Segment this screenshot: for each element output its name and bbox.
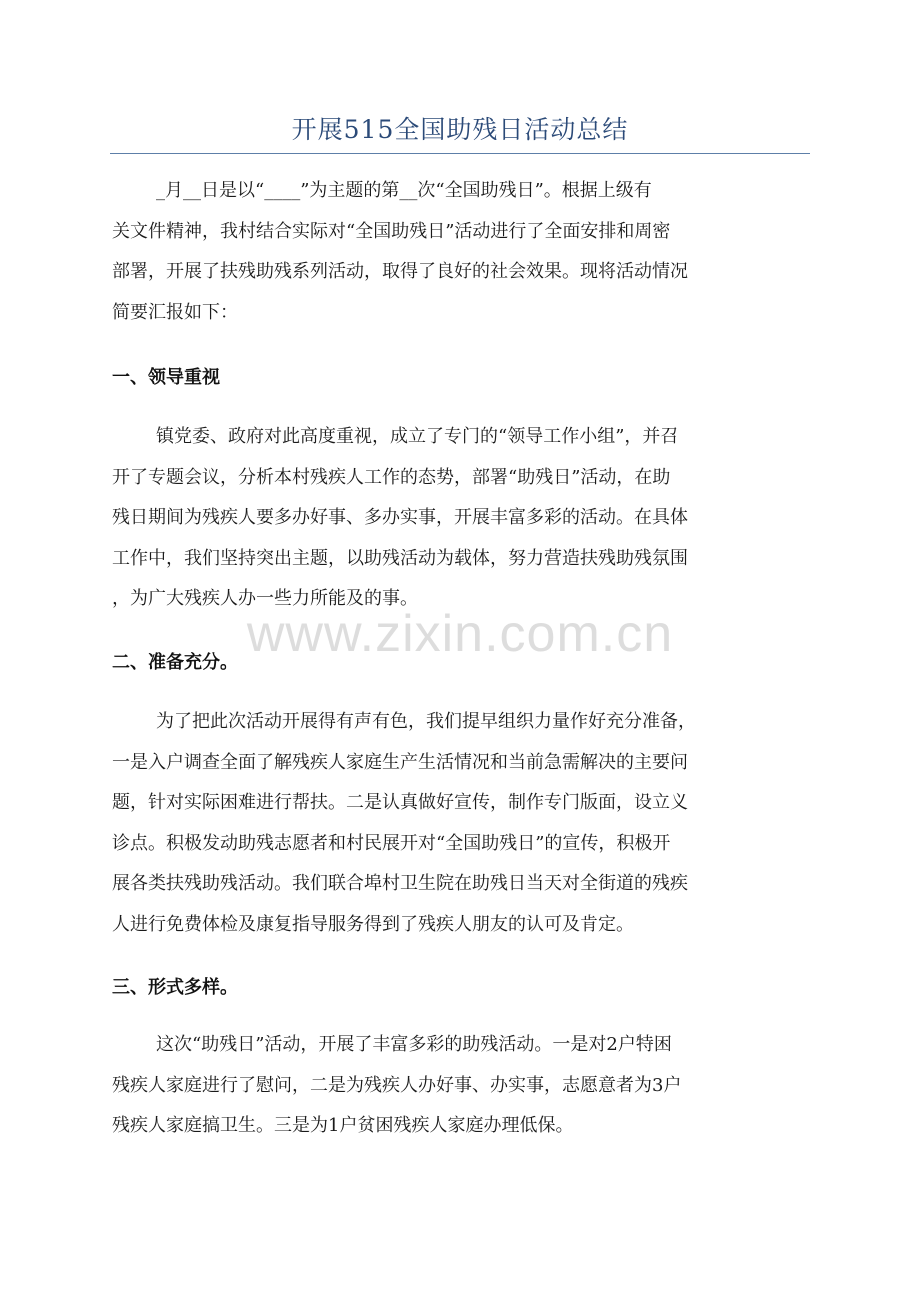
paragraph-line: 残疾人家庭进行了慰问，二是为残疾人办好事、办实事，志愿意者为3户	[112, 1074, 682, 1096]
paragraph-line: 题，针对实际困难进行帮扶。二是认真做好宣传，制作专门版面，设立义	[112, 792, 688, 813]
title-divider	[110, 153, 810, 154]
paragraph-line: 诊点。积极发动助残志愿者和村民展开对“全国助残日”的宣传，积极开	[112, 832, 671, 854]
paragraph-line: 关文件精神，我村结合实际对“全国助残日”活动进行了全面安排和周密	[112, 220, 671, 242]
paragraph-line: 一是入户调查全面了解残疾人家庭生产生活情况和当前急需解决的主要问	[112, 751, 688, 773]
paragraph-line: 人进行免费体检及康复指导服务得到了残疾人朋友的认可及肯定。	[112, 913, 634, 935]
section-heading-1: 一、领导重视	[112, 367, 220, 388]
paragraph-line: _月__日是以“____”为主题的第__次“全国助残日”。根据上级有	[156, 180, 652, 201]
intro-paragraph	[112, 171, 802, 333]
section-heading-2: 二、准备充分。	[112, 652, 238, 673]
watermark: www.zixin.com.cn	[246, 605, 674, 663]
paragraph-line: 这次“助残日”活动，开展了丰富多彩的助残活动。一是对2户特困	[156, 1034, 672, 1055]
paragraph-line: 残日期间为残疾人要多办好事、多办实事，开展丰富多彩的活动。在具体	[112, 507, 688, 528]
paragraph-line: 为了把此次活动开展得有声有色，我们提早组织力量作好充分准备，	[156, 711, 696, 732]
section-1-paragraph	[112, 417, 802, 620]
paragraph-line: 开了专题会议，分析本村残疾人工作的态势，部署“助残日”活动，在助	[112, 466, 671, 488]
section-2-paragraph	[112, 702, 802, 945]
paragraph-line: ，为广大残疾人办一些力所能及的事。	[112, 588, 418, 609]
paragraph-line: 残疾人家庭搞卫生。三是为1户贫困残疾人家庭办理低保。	[112, 1115, 574, 1136]
paragraph-line: 镇党委、政府对此高度重视，成立了专门的“领导工作小组”，并召	[156, 426, 679, 447]
section-3-paragraph	[112, 1025, 802, 1147]
document-title: 开展515全国助残日活动总结	[291, 115, 629, 144]
paragraph-line: 部署，开展了扶残助残系列活动，取得了良好的社会效果。现将活动情况	[112, 261, 688, 282]
paragraph-line: 展各类扶残助残活动。我们联合埠村卫生院在助残日当天对全街道的残疾	[112, 873, 688, 894]
paragraph-line: 简要汇报如下：	[112, 301, 238, 323]
paragraph-line: 工作中，我们坚持突出主题，以助残活动为载体，努力营造扶残助残氛围	[112, 547, 688, 569]
section-heading-3: 三、形式多样。	[112, 977, 238, 998]
